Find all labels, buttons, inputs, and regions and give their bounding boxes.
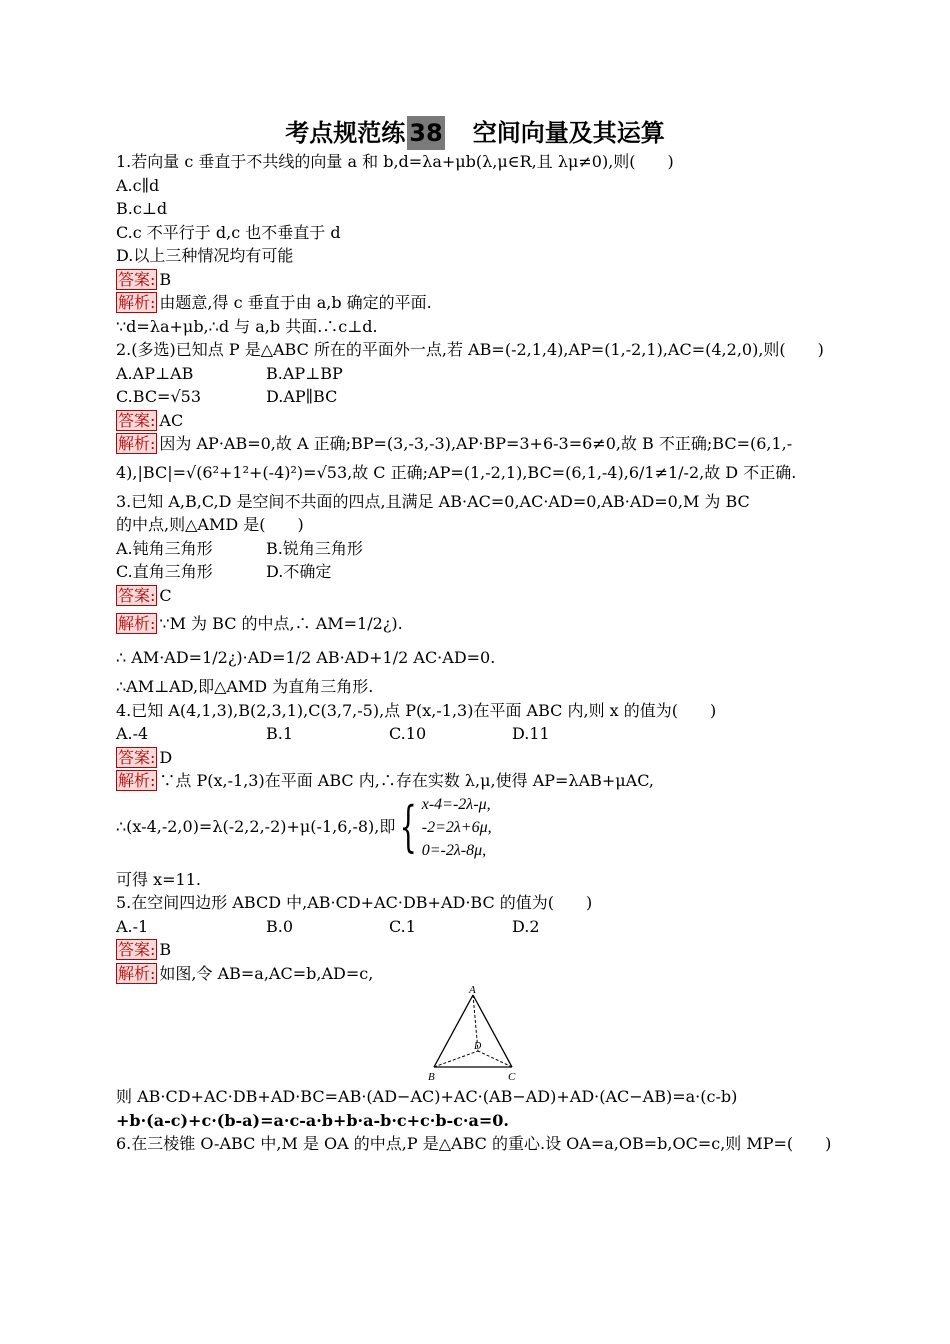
q4-system-lines <box>422 793 492 862</box>
q2-answer-row <box>116 409 834 433</box>
answer-label: 答案: <box>118 747 156 767</box>
q3-option-b: B.锐角三角形 <box>266 538 363 558</box>
q4-equation-system <box>116 793 834 862</box>
q5-option-c: C.1 <box>389 916 416 936</box>
q2-explain-2: 4),|BC|=√(6²+1²+(-4)²)=√53,故 C 正确;AP=(1,-2,1),BC=(6,1,-4),6/1≠1/-2,故 D 不正确. <box>116 462 797 482</box>
q5-stem: 5.在空间四边形 ABCD 中,AB·CD+AC·DB+AD·BC 的值为( ) <box>116 893 593 912</box>
answer-label: 答案: <box>118 940 156 959</box>
q4-explain-row <box>116 769 834 793</box>
q2-options-row2 <box>116 385 834 409</box>
q3-option-c: C.直角三角形 <box>116 562 213 581</box>
q5-explain-row <box>116 962 834 986</box>
q1-answer-row <box>116 268 834 292</box>
q4-explain-2: ∴(x-4,-2,0)=λ(-2,2,-2)+μ(-1,6,-8),即 <box>116 816 396 836</box>
q1-answer: B <box>159 269 172 289</box>
q2-option-d: D.AP∥BC <box>266 387 338 406</box>
q4-explain-1: ∵点 P(x,-1,3)在平面 ABC 内,∴存在实数 λ,μ,使得 AP=λAB+μAC, <box>159 771 654 790</box>
q3-options-row1 <box>116 537 834 561</box>
q4-stem: 4.已知 A(4,1,3),B(2,3,1),C(3,7,-5),点 P(x,-1,3)在平面 ABC 内,则 x 的值为( ) <box>116 700 717 720</box>
q4-system-eq3: 0=-2λ-8μ, <box>421 841 487 859</box>
answer-label: 答案: <box>118 585 156 605</box>
tetrahedron-figure <box>116 985 834 1085</box>
vertex-label-a: A <box>469 985 476 996</box>
q3-answer-row <box>116 584 834 608</box>
q2-explain-1: 因为 AP·AB=0,故 A 正确;BP=(3,-3,-3),AP·BP=3+6-3=6≠0,故 B 不正确;BC=(6,1,- <box>159 434 793 453</box>
q1-explain-1: 由题意,得 c 垂直于由 a,b 确定的平面. <box>159 293 432 312</box>
q5-options-row <box>116 915 834 939</box>
exercise-content <box>116 150 834 1156</box>
q3-option-d: D.不确定 <box>266 562 332 581</box>
q4-answer-row <box>116 746 834 770</box>
q2-stem: 2.(多选)已知点 P 是△ABC 所在的平面外一点,若 AB=(-2,1,4),AP=(1,-2,1),AC=(4,2,0),则( ) <box>116 340 824 359</box>
title-topic: 空间向量及其运算 <box>472 119 665 147</box>
edge-ac <box>473 995 512 1067</box>
q5-option-b: B.0 <box>266 916 294 936</box>
q3-explain-2: ∴ AM·AD=1/2¿)·AD=1/2 AB·AD+1/2 AC·AD=0. <box>116 648 496 667</box>
q2-explain-row <box>116 432 834 456</box>
q4-options-row <box>116 722 834 746</box>
q2-options-row1 <box>116 362 834 386</box>
explain-label: 解析: <box>118 771 156 790</box>
q4-option-d: D.11 <box>512 724 550 743</box>
q4-answer: D <box>159 747 173 767</box>
q4-option-b: B.1 <box>266 724 294 743</box>
explain-label: 解析: <box>118 963 156 983</box>
q4-system-eq1: x-4=-2λ-μ, <box>421 795 491 813</box>
q1-option-c: C.c 不平行于 d,c 也不垂直于 d <box>116 222 341 242</box>
q1-option-a: A.c∥d <box>116 175 160 195</box>
edge-cd-hidden <box>478 1051 512 1067</box>
q3-explain-3: ∴AM⊥AD,即△AMD 为直角三角形. <box>116 677 374 696</box>
q3-options-row2 <box>116 560 834 584</box>
vertex-label-b: B <box>428 1071 435 1083</box>
q6-stem: 6.在三棱锥 O-ABC 中,M 是 OA 的中点,P 是△ABC 的重心.设 OA=a,OB=b,OC=c,则 MP=( ) <box>116 1134 832 1153</box>
q4-option-a: A.-4 <box>116 724 149 743</box>
q2-option-b: B.AP⊥BP <box>266 363 343 383</box>
q5-answer-row <box>116 938 834 962</box>
q1-option-b: B.c⊥d <box>116 199 168 218</box>
q1-explain-2: ∵d=λa+μb,∴d 与 a,b 共面.∴c⊥d. <box>116 316 378 336</box>
q3-option-a: A.钝角三角形 <box>116 538 213 558</box>
explain-label: 解析: <box>118 614 156 633</box>
title-prefix: 考点规范练 <box>285 119 406 147</box>
tetrahedron-diagram <box>426 985 526 1083</box>
answer-label: 答案: <box>118 410 156 430</box>
explain-label: 解析: <box>118 434 156 453</box>
q4-system-eq2: -2=2λ+6μ, <box>421 818 492 836</box>
vertex-label-d: D <box>474 1041 482 1052</box>
q5-answer: B <box>159 940 172 959</box>
vertex-label-c: C <box>508 1071 516 1083</box>
answer-label: 答案: <box>118 269 156 289</box>
q1-option-d: D.以上三种情况均有可能 <box>116 246 294 265</box>
page-title <box>0 116 950 150</box>
title-number-badge: 38 <box>407 116 444 150</box>
q5-explain-2: 则 AB·CD+AC·DB+AD·BC=AB·(AD−AC)+AC·(AB−AD)+AD·(AC−AB)=a·(c-b) <box>116 1087 738 1106</box>
q3-explain-1: ∵M 为 BC 的中点,∴ AM=1/2¿). <box>159 614 403 633</box>
edge-bd-hidden <box>434 1051 478 1067</box>
q2-option-c: C.BC=√53 <box>116 387 202 406</box>
q1-stem: 1.若向量 c 垂直于不共线的向量 a 和 b,d=λa+μb(λ,μ∈R,且 λμ≠0),则( ) <box>116 152 674 171</box>
q5-option-d: D.2 <box>512 916 540 936</box>
q5-explain-3: +b·(a-c)+c·(b-a)=a·c-a·b+b·a-b·c+c·b-c·a=0. <box>116 1110 509 1130</box>
q5-explain-1: 如图,令 AB=a,AC=b,AD=c, <box>159 963 374 983</box>
q4-option-c: C.10 <box>389 724 427 743</box>
q3-answer: C <box>159 585 172 605</box>
explain-label: 解析: <box>118 293 156 312</box>
q2-answer: AC <box>159 410 184 430</box>
q3-stem-1: 3.已知 A,B,C,D 是空间不共面的四点,且满足 AB·AC=0,AC·AD=0,AB·AD=0,M 为 BC <box>116 491 750 511</box>
q5-option-a: A.-1 <box>116 916 149 936</box>
q3-explain-row <box>116 607 834 641</box>
q2-option-a: A.AP⊥AB <box>116 363 194 383</box>
q1-explain-row <box>116 291 834 315</box>
q3-stem-2: 的中点,则△AMD 是( ) <box>116 515 304 534</box>
q4-explain-3: 可得 x=11. <box>116 869 201 889</box>
edge-ab <box>434 995 473 1067</box>
left-brace: { <box>399 795 418 858</box>
